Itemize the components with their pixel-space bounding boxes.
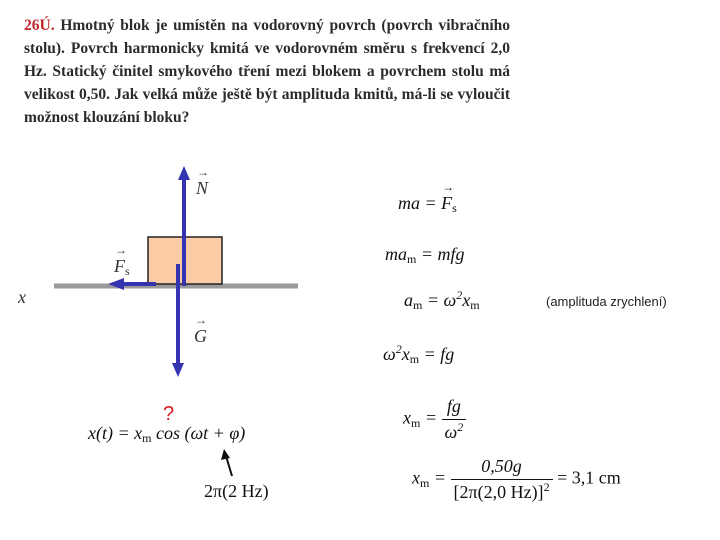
label-fs: → Fs <box>114 256 130 277</box>
problem-number: 26Ú. <box>24 17 55 34</box>
equation-5-fraction: $\frac{fg}{\omega^2}$ <box>442 396 467 443</box>
label-n: → N <box>196 178 208 199</box>
question-mark: ? <box>163 403 175 425</box>
pointer-arrowhead <box>221 449 230 460</box>
normal-force-arrowhead <box>178 166 190 180</box>
equation-1: ma = → Fs <box>398 193 457 214</box>
equation-6: xm = $\frac{0,50g}{[2\pi(2,0 Hz)]^2}$ = 3,1 cm <box>412 456 621 502</box>
equation-4: $\omega^2xm$ = fg <box>383 342 455 366</box>
equation-2: mam = mfg <box>385 244 465 266</box>
omega-value: 2π(2 Hz) <box>204 481 269 501</box>
motion-equation: x(t) = xm cos (ωt + φ) <box>88 423 246 445</box>
pointer-arrow-line <box>226 456 232 476</box>
equation-3: am = $\omega^2xm$ <box>404 288 480 312</box>
gravity-arrowhead <box>172 363 184 377</box>
amplitude-note: (amplituda zrychlení) <box>546 294 667 309</box>
label-g: → G <box>194 326 207 347</box>
equation-6-fraction: $\frac{0,50g}{[2\pi(2,0 Hz)]^2}$ <box>451 456 553 503</box>
label-x-axis: x <box>18 287 26 307</box>
problem-text: Hmotný blok je umístěn na vodorovný povrch (povrch vibračního stolu). Povrch harmonicky kmitá ve vodorovném směru s frekvencí 2,0 Hz. Statický činitel smykového tření mezi blokem a povrchem stolu má velikost 0,50. Jak velká může ještě být amplituda kmitů, má-li se vyloučit možnost klouzání bloku? <box>24 17 511 126</box>
equation-5: xm = $\frac{fg}{\omega^2}$ <box>403 396 466 443</box>
